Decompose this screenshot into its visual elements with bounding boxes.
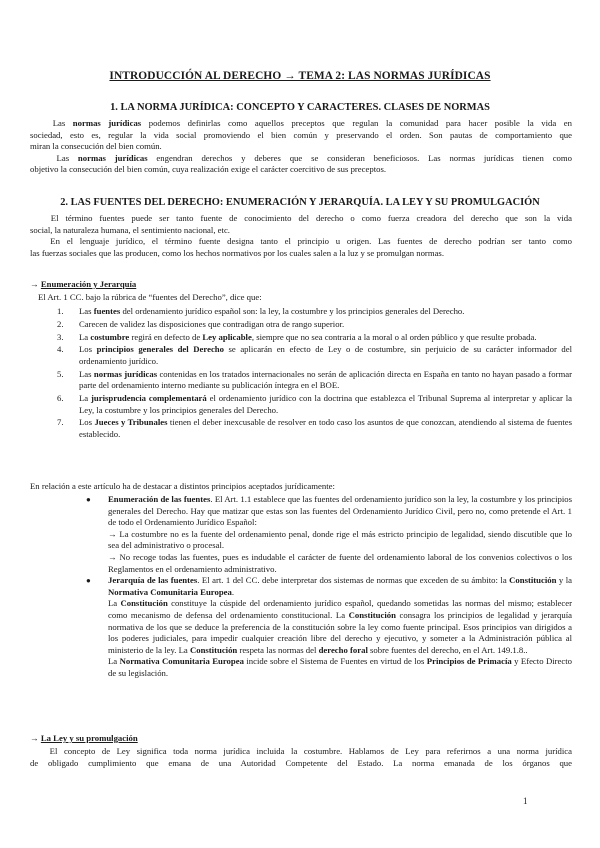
list-item: 4. Los principios generales del Derecho se aplicarán en efecto de Ley o de costumbre, sin perjuicio de su carácter informador del ordenamiento jurídico. — [57, 344, 573, 366]
ley-heading: → La Ley y su promulgación — [30, 733, 138, 743]
ley-line2: de obligado cumplimiento que emana de una Autoridad Competente del Estado. La norma emanada de los órganos que — [30, 757, 572, 768]
list-item: 7. Los Jueces y Tribunales tienen el deber inexcusable de resolver en todo caso los asuntos de que conozcan, atendiendo al sistema de fuentes establecido. — [57, 417, 573, 440]
s1-p1-line3: miran la consecución del bien común. — [30, 141, 162, 152]
s1-p2-line2: objetivo la consecución del bien común, cuya realización exige el carácter coercitivo de sus preceptos. — [30, 164, 387, 175]
arrow-icon: → — [30, 279, 39, 289]
s2-p1-line2: social, la naturaleza humana, el sentimiento nacional, etc. — [30, 224, 230, 235]
section-1-heading: 1. LA NORMA JURÍDICA: CONCEPTO Y CARACTERES. CLASES DE NORMAS — [110, 102, 490, 113]
sub-point: → No recoge todas las fuentes, pues es indudable el carácter de fuente del ordenamiento laboral de los convenios colectivos o los Reglamentos en el ordenamiento administrativo. — [108, 551, 572, 574]
enum-intro: El Art. 1 CC. bajo la rúbrica de “fuentes del Derecho”, dice que: — [38, 292, 262, 302]
enumeracion-heading: → Enumeración y Jerarquía — [30, 279, 137, 289]
s2-p2-line2: las fuerzas sociales que las producen, como los hechos normativos por los cuales salen a la luz y se promulgan normas. — [30, 247, 444, 258]
list-item: 2. Carecen de validez las disposiciones que contradigan otra de rango superior. — [57, 318, 345, 329]
principles-list — [86, 494, 573, 680]
bullet-icon: ● — [86, 576, 91, 586]
list-item-jerarquia: ● Jerarquía de las fuentes. El art. 1 del CC. debe interpretar dos sistemas de normas que exceden de su ámbito: la Constitución y la Normativa Comunitaria Europea. La Constitución constituye la cúspide del ordenamiento jurídico español, quedando sometidas las normas del mismo; establecer como mecanismo de defensa del ordenamiento constitucional. La Constitución consagra los principios de legalidad y jerarquía normativa de los que se deduce la preferencia de la constitución sobre la ley como fuente principal. Esos principios van dirigidos a los poderes judiciales, para impedir cualquier creación libre del derecho y ejecutivo, y someter a la Administración pública al ministerio de la ley. La Constitución respeta las normas del derecho foral sobre fuentes del derecho, en el Art. 149.1.8.. La Normativa Comunitaria Europea incide sobre el Sistema de Fuentes en virtud de los Principios de Primacía y Efecto Directo de su legislación. — [86, 575, 573, 678]
list-item-enumeracion: ● Enumeración de las fuentes. El Art. 1.1 establece que las fuentes del ordenamiento jurídico son la ley, la costumbre y los principios generales del Derecho. Hay que matizar que estas son las fuentes del Ordenamiento Jurídico Civil, pero no, como pretende el Art. 1 de todo el Ordenamiento Jurídico Español: → La costumbre no es la fuente del ordenamiento penal, donde rige el más estricto principio de legalidad, siendo discutible que lo sea del administrativo o procesal. → No recoge todas las fuentes, pues es indudable el carácter de fuente del ordenamiento laboral de los convenios colectivos o los Reglamentos en el ordenamiento administrativo. — [86, 494, 573, 574]
section-1-body — [30, 118, 572, 176]
sub-point: → La costumbre no es la fuente del ordenamiento penal, donde rige el más estricto principio de legalidad, siendo discutible que lo sea del administrativo o procesal. — [108, 528, 572, 551]
section-2-body — [30, 213, 572, 259]
ley-body — [30, 746, 572, 769]
section-2-heading: 2. LAS FUENTES DEL DERECHO: ENUMERACIÓN Y JERARQUÍA. LA LEY Y SU PROMULGACIÓN — [60, 197, 540, 208]
arrow-icon: → — [30, 733, 39, 743]
s1-p1-line1: Las normas jurídicas podemos definirlas como aquellos preceptos que regulan la comunidad para hacer posible la vida en — [52, 118, 572, 128]
enum-after: En relación a este artículo ha de destacar a distintos principios aceptados jurídicamente: — [30, 481, 335, 491]
list-item: 1. Las fuentes del ordenamiento jurídico español son: la ley, la costumbre y los principios generales del Derecho. — [57, 306, 465, 316]
art1-list — [57, 306, 573, 442]
list-item: 6. La jurisprudencia complementará el ordenamiento jurídico con la doctrina que establezca el Tribunal Suprema al interpretar y aplicar la Ley, la costumbre y los principios generales del Derecho. — [57, 393, 572, 415]
page-title: INTRODUCCIÓN AL DERECHO → TEMA 2: LAS NORMAS JURÍDICAS — [109, 70, 491, 82]
bullet-icon: ● — [86, 495, 91, 504]
list-item: 5. Las normas jurídicas contenidas en los tratados internacionales no serán de aplicación directa en España en tanto no hayan pasado a formar parte del ordenamiento interno mediante su publicación íntegra en el BOE. — [57, 368, 572, 391]
s1-p1-line2: sociedad, esto es, regular la vida social promoviendo el bien común y preservando el orden. Son pautas de comportamiento que — [30, 129, 572, 140]
ley-line1: El concepto de Ley significa toda norma jurídica incluida la costumbre. Hablamos de Ley para referirnos a una norma jurídica — [49, 746, 572, 756]
s1-p2-line1: Las normas jurídicas engendran derechos y deberes que se consideran beneficiosos. Las normas jurídicas tienen como — [56, 152, 572, 163]
page-number: 1 — [523, 796, 528, 806]
list-item: 3. La costumbre regirá en defecto de Ley aplicable, siempre que no sea contraria a la moral o al orden público y que resulte probada. — [57, 331, 537, 342]
s2-p2-line1: En el lenguaje jurídico, el término fuente designa tanto el principio u origen. Las fuentes de derecho podrían ser tanto como — [50, 236, 572, 247]
s2-p1-line1: El término fuentes puede ser tanto fuente de conocimiento del derecho o como fuerza creadora del derecho que son la vida — [50, 213, 572, 223]
